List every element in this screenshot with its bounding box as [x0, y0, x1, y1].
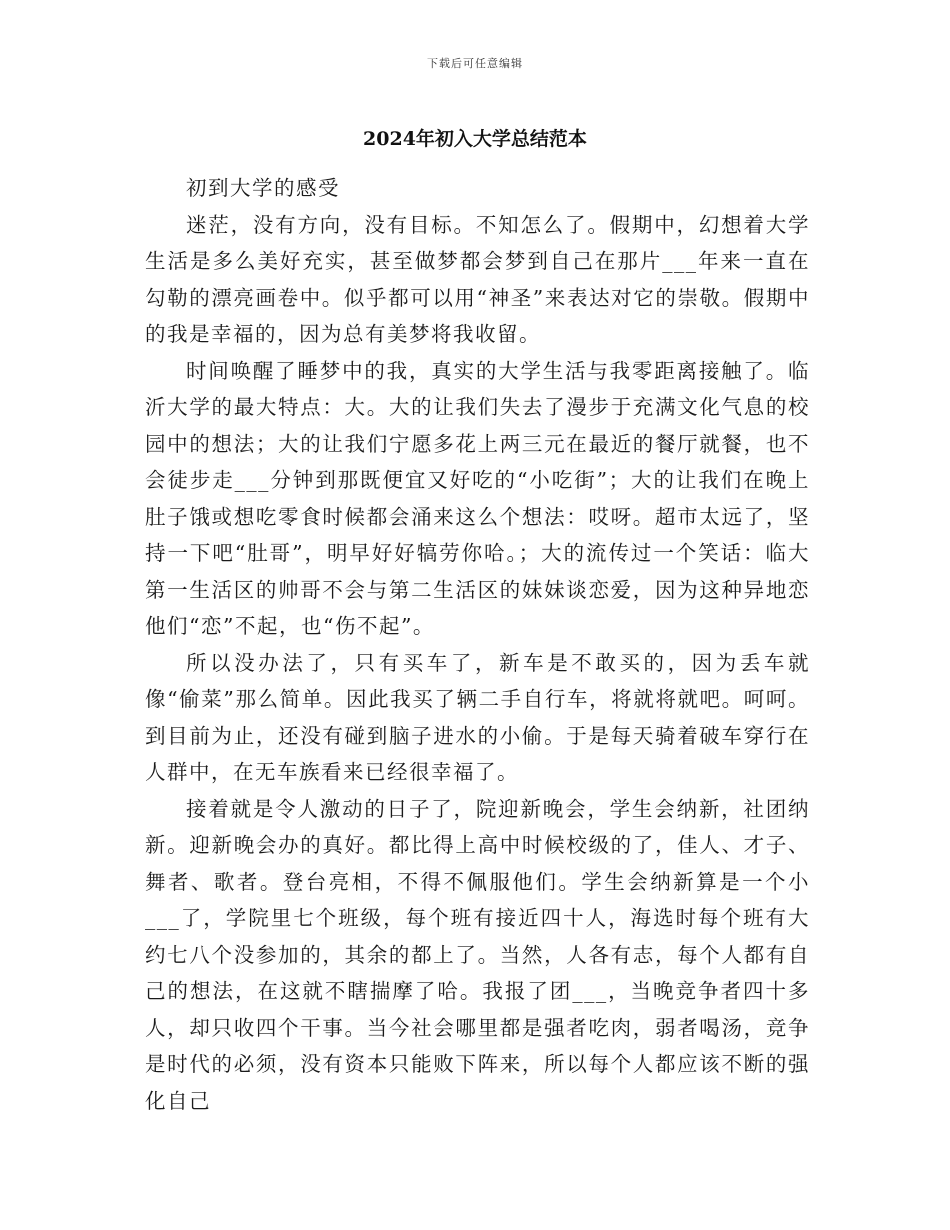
paragraph: 接着就是令人激动的日子了，院迎新晚会，学生会纳新，社团纳新。迎新晚会办的真好。都比得上高中时候校级的了，佳人、才子、舞者、歌者。登台亮相，不得不佩服他们。学生会纳新算是一个小___了，学院里七个班级，每个班有接近四十人，海选时每个班有大约七八个没参加的，其余的都上了。当然，人各有志，每个人都有自己的想法，在这就不瞎揣摩了哈。我报了团___，当晚竞争者四十多人，却只收四个干事。当今社会哪里都是强者吃肉，弱者喝汤，竞争是时代的必须，没有资本只能败下阵来，所以每个人都应该不断的强化自己 — [145, 796, 810, 1113]
paragraph: 迷茫，没有方向，没有目标。不知怎么了。假期中，幻想着大学生活是多么美好充实，甚至做梦都会梦到自己在那片___年来一直在勾勒的漂亮画卷中。似乎都可以用“神圣”来表达对它的崇敬。假期中的我是幸福的，因为总有美梦将我收留。 — [145, 212, 810, 346]
paragraph: 时间唤醒了睡梦中的我，真实的大学生活与我零距离接触了。临沂大学的最大特点：大。大的让我们失去了漫步于充满文化气息的校园中的想法；大的让我们宁愿多花上两三元在最近的餐厅就餐，也不会徒步走___分钟到那既便宜又好吃的“小吃街”；大的让我们在晚上肚子饿或想吃零食时候都会涌来这么个想法：哎呀。超市太远了，坚持一下吧“肚哥”，明早好好犒劳你哈。；大的流传过一个笑话：临大第一生活区的帅哥不会与第二生活区的妹妹谈恋爱，因为这种异地恋他们“恋”不起，也“伤不起”。 — [145, 358, 810, 638]
document-title: 2024年初入大学总结范本 — [363, 128, 587, 150]
document-body — [145, 170, 810, 1119]
paragraph-subtitle: 初到大学的感受 — [186, 176, 340, 200]
header-note: 下载后可任意编辑 — [427, 57, 523, 70]
paragraph: 所以没办法了，只有买车了，新车是不敢买的，因为丢车就像“偷菜”那么简单。因此我买了辆二手自行车，将就将就吧。呵呵。到目前为止，还没有碰到脑子进水的小偷。于是每天骑着破车穿行在人群中，在无车族看来已经很幸福了。 — [145, 650, 810, 784]
